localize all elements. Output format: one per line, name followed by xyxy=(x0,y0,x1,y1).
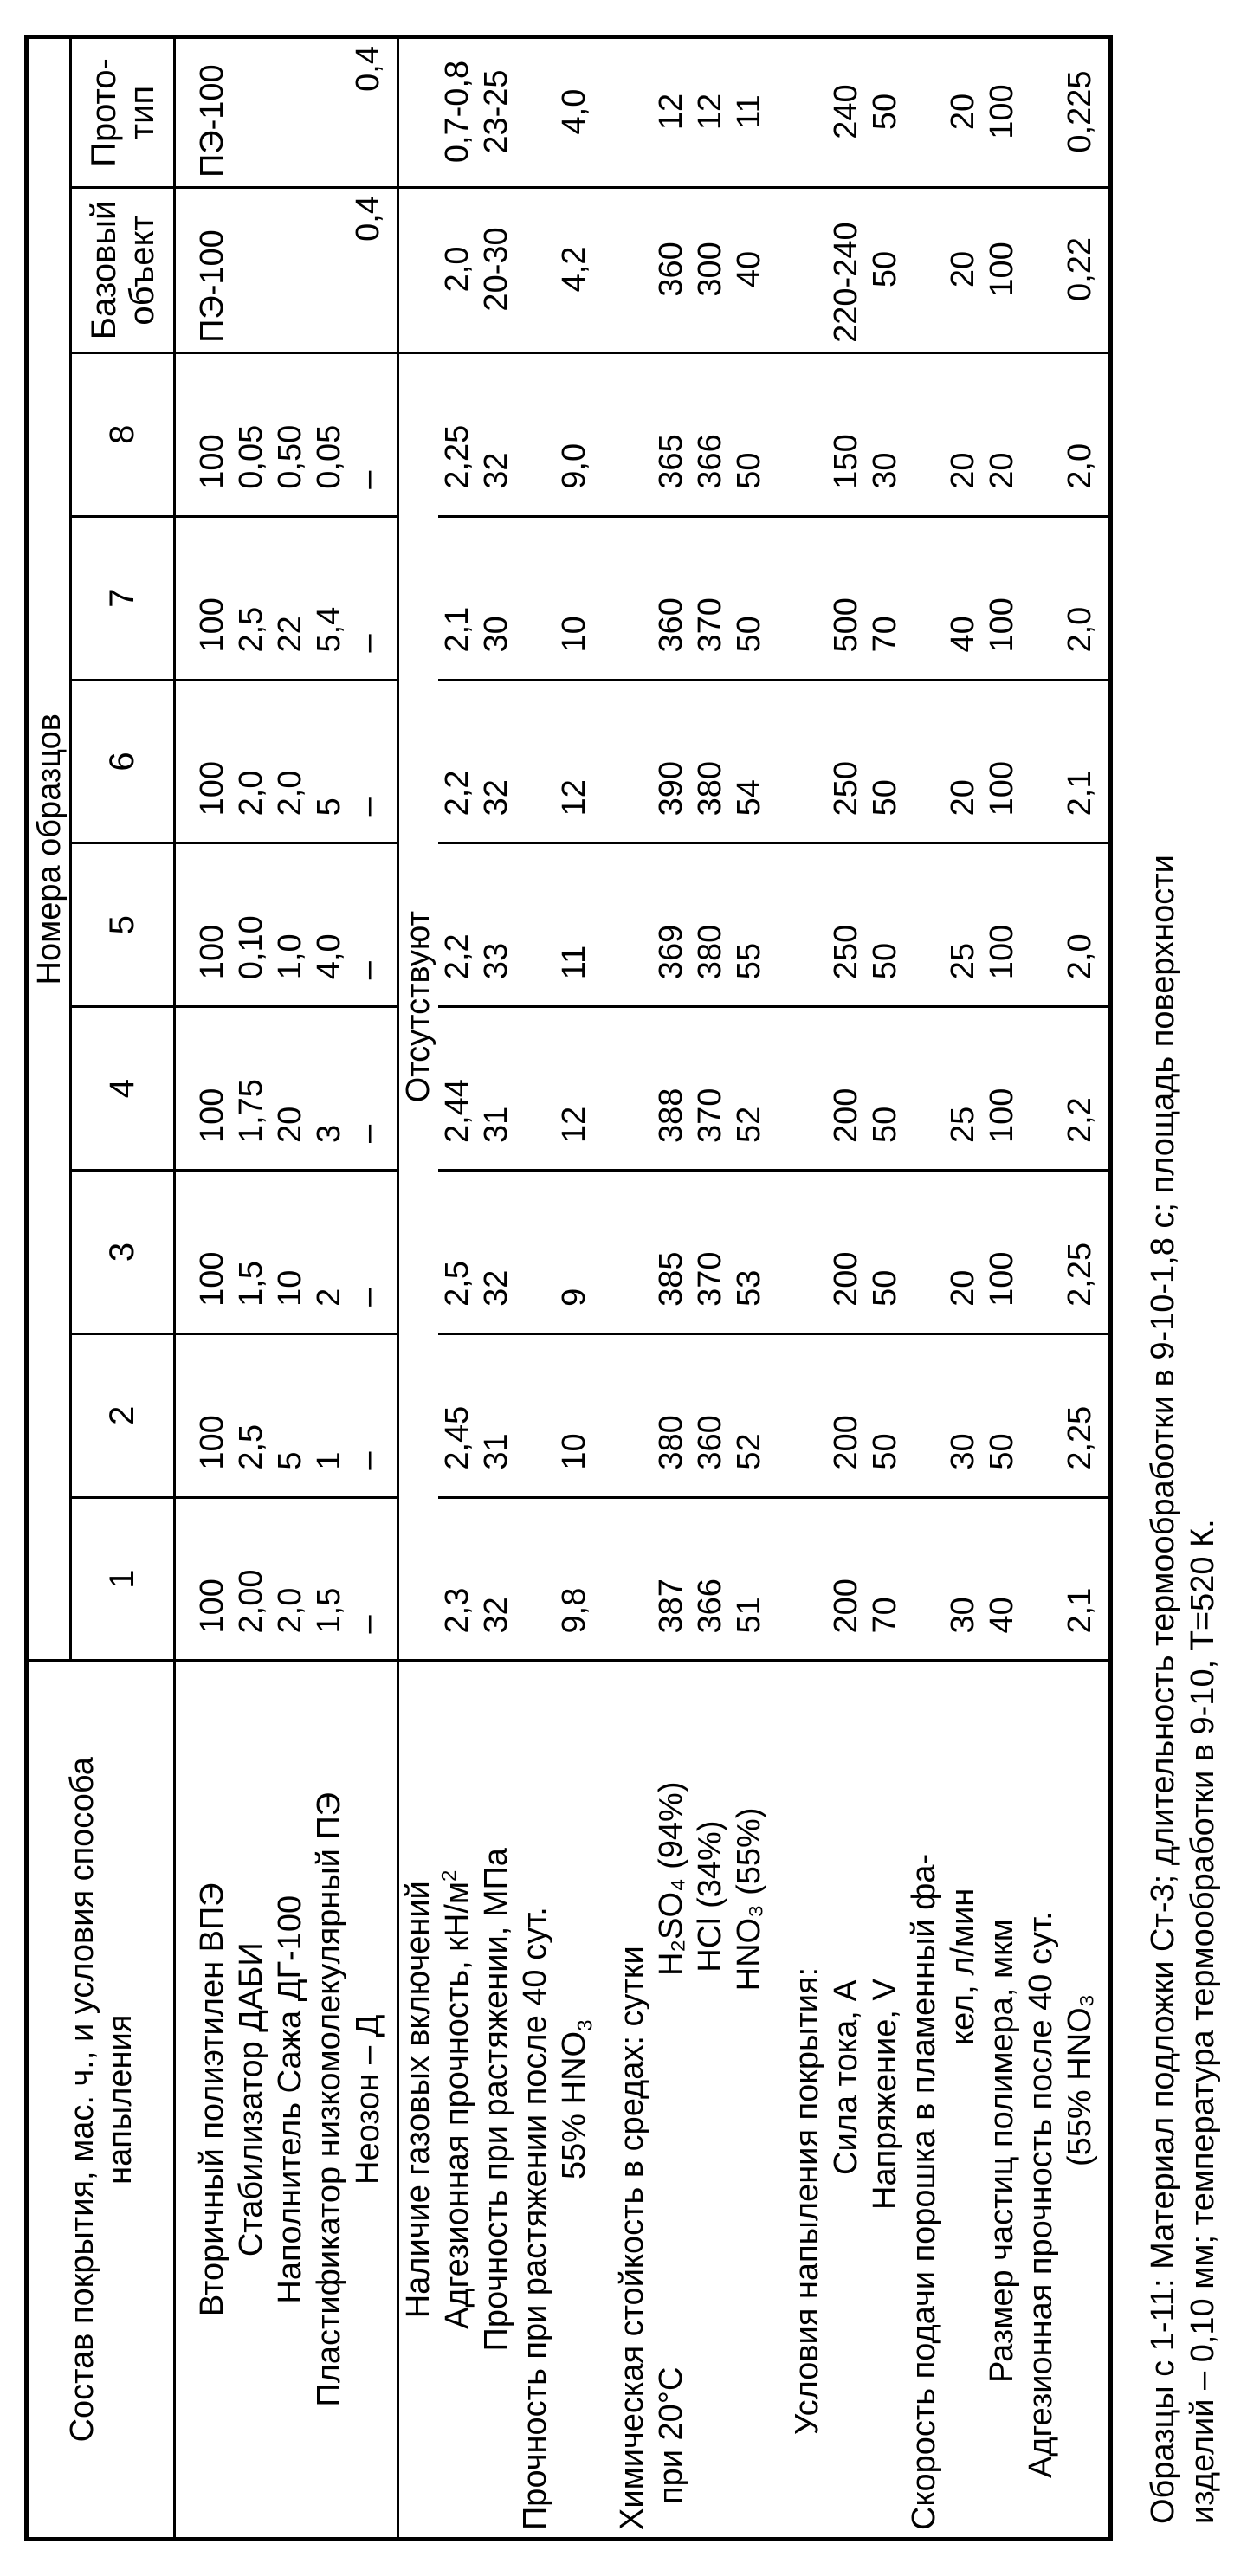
cell: 10 xyxy=(555,525,594,653)
col-header-4: 4 xyxy=(71,1007,175,1171)
gas-base xyxy=(398,188,439,353)
properties-col-5 xyxy=(438,843,1111,1007)
cell: 370 xyxy=(691,525,730,653)
cell: 10 xyxy=(271,1178,310,1307)
cell: 32 xyxy=(477,1178,516,1307)
cell: 2,44 xyxy=(438,1015,477,1143)
cell: 4,2 xyxy=(555,196,594,343)
cell: 1,0 xyxy=(271,851,310,979)
cell: 12 xyxy=(652,46,691,178)
cell: ПЭ-100 xyxy=(193,46,232,178)
cell: – xyxy=(349,525,388,653)
cell: 20 xyxy=(944,688,983,817)
label-tensile40-1: Прочность при растяжении после 40 сут. xyxy=(516,1669,555,2531)
cell: 2,0 xyxy=(271,1506,310,1634)
cell: 385 xyxy=(652,1178,691,1307)
cell: 5,4 xyxy=(310,525,349,653)
cell xyxy=(232,196,271,343)
cell: 200 xyxy=(827,1015,866,1143)
cell: 55 xyxy=(730,851,769,979)
composition-col-4 xyxy=(175,1007,398,1171)
cell: 2,0 xyxy=(1061,851,1100,979)
cell: – xyxy=(349,688,388,817)
cell: 12 xyxy=(555,688,594,817)
cell xyxy=(310,46,349,178)
cell: 50 xyxy=(866,1015,905,1143)
label-tensile: Прочность при растяжении, МПа xyxy=(477,1669,516,2531)
cell: 100 xyxy=(983,46,1022,178)
col-header-1: 1 xyxy=(71,1497,175,1661)
cell: – xyxy=(349,361,388,489)
composition-labels xyxy=(175,1661,398,2540)
cell: 100 xyxy=(193,361,232,489)
cell: 54 xyxy=(730,688,769,817)
cell: 370 xyxy=(691,1178,730,1307)
cell: 0,05 xyxy=(310,361,349,489)
label-adh40-2: (55% HNO₃ xyxy=(1061,1669,1100,2531)
cell: 2 xyxy=(310,1178,349,1307)
properties-col-2 xyxy=(438,1333,1111,1497)
cell: 50 xyxy=(866,1342,905,1470)
properties-row xyxy=(438,37,1111,2540)
label-h2so4: H₂SO₄ (94%) xyxy=(652,1782,691,1977)
cell: 50 xyxy=(866,851,905,979)
label-chem-2: при 20°С xyxy=(653,2367,689,2530)
cell: 20 xyxy=(944,361,983,489)
cell: 30 xyxy=(944,1506,983,1634)
label-soot: Наполнитель Сажа ДГ-100 xyxy=(271,1669,310,2531)
col-header-5: 5 xyxy=(71,843,175,1007)
cell: 0,4 xyxy=(349,196,388,343)
cell: 32 xyxy=(477,361,516,489)
group-header-cell xyxy=(27,37,71,1662)
cell: 20 xyxy=(944,196,983,343)
cell: 11 xyxy=(555,851,594,979)
cell: 5 xyxy=(310,688,349,817)
cell: 50 xyxy=(730,525,769,653)
cell: 22 xyxy=(271,525,310,653)
composition-col-6 xyxy=(175,680,398,843)
cell: 20-30 xyxy=(477,196,516,343)
col-header-8: 8 xyxy=(71,352,175,516)
cell: 100 xyxy=(193,1342,232,1470)
cell: 0,4 xyxy=(349,46,388,178)
label-feed-1: Скорость подачи порошка в пламенный фа- xyxy=(905,1669,944,2531)
cell: 30 xyxy=(944,1342,983,1470)
footnote xyxy=(1143,855,1223,2524)
cell: 200 xyxy=(827,1506,866,1634)
cell: 360 xyxy=(652,196,691,343)
col-header-base: Базовый объект xyxy=(71,188,175,353)
cell: 25 xyxy=(944,1015,983,1143)
absent-note: Отсутствуют xyxy=(400,911,436,1102)
corner-header-cell xyxy=(27,1661,175,2540)
col-header-proto: Прото-тип xyxy=(71,37,175,188)
cell: 100 xyxy=(193,1015,232,1143)
cell: 2,5 xyxy=(438,1178,477,1307)
composition-col-5 xyxy=(175,843,398,1007)
cell: 30 xyxy=(477,525,516,653)
cell: 20 xyxy=(271,1015,310,1143)
header-row-1 xyxy=(27,37,71,2540)
cell: 0,50 xyxy=(271,361,310,489)
cell: 51 xyxy=(730,1506,769,1634)
cell: 200 xyxy=(827,1178,866,1307)
composition-col-2 xyxy=(175,1333,398,1497)
cell: 50 xyxy=(983,1342,1022,1470)
cell: 369 xyxy=(652,851,691,979)
rotated-page xyxy=(0,0,1260,2576)
cell: 100 xyxy=(193,1506,232,1634)
cell: 100 xyxy=(193,851,232,979)
cell: 100 xyxy=(193,688,232,817)
label-adh-wrap xyxy=(438,1669,477,2531)
cell: 240 xyxy=(827,46,866,178)
properties-col-base xyxy=(438,188,1111,353)
properties-col-7 xyxy=(438,516,1111,680)
cell: 2,45 xyxy=(438,1342,477,1470)
cell: 2,25 xyxy=(438,361,477,489)
cell: 1,75 xyxy=(232,1015,271,1143)
composition-col-8 xyxy=(175,352,398,516)
cell: 2,2 xyxy=(1061,1015,1100,1143)
cell: 33 xyxy=(477,851,516,979)
cell: 50 xyxy=(866,1178,905,1307)
label-hcl: HCl (34%) xyxy=(691,1669,730,2531)
cell: 250 xyxy=(827,688,866,817)
cell: 100 xyxy=(983,851,1022,979)
cell: 70 xyxy=(866,525,905,653)
cell: 1,5 xyxy=(310,1506,349,1634)
cell: 365 xyxy=(652,361,691,489)
composition-col-7 xyxy=(175,516,398,680)
composition-col-proto xyxy=(175,37,398,188)
cell xyxy=(310,196,349,343)
cell: 3 xyxy=(310,1015,349,1143)
cell: 388 xyxy=(652,1015,691,1143)
cell: 100 xyxy=(983,196,1022,343)
cell: 53 xyxy=(730,1178,769,1307)
label-hno3: HNO₃ (55%) xyxy=(730,1669,769,2531)
label-gas: Наличие газовых включений xyxy=(399,1669,438,2531)
cell: 100 xyxy=(983,1015,1022,1143)
composition-col-1 xyxy=(175,1497,398,1661)
properties-col-6 xyxy=(438,680,1111,843)
cell: 50 xyxy=(866,46,905,178)
cell: – xyxy=(349,1342,388,1470)
cell: 12 xyxy=(555,1015,594,1143)
cell: – xyxy=(349,1015,388,1143)
group-header: Номера образцов xyxy=(31,713,68,985)
label-particle: Размер частиц полимера, мкм xyxy=(983,1669,1022,2531)
cell: 23-25 xyxy=(477,46,516,178)
cell: – xyxy=(349,1506,388,1634)
label-adh-sup: 2 xyxy=(438,1870,461,1882)
label-plast: Пластификатор низкомолекулярный ПЭ xyxy=(310,1669,349,2531)
cell: 32 xyxy=(477,1506,516,1634)
cell: 2,0 xyxy=(1061,525,1100,653)
cell: 380 xyxy=(652,1342,691,1470)
cell: 2,3 xyxy=(438,1506,477,1634)
cell: 387 xyxy=(652,1506,691,1634)
cell: 366 xyxy=(691,1506,730,1634)
cell: 100 xyxy=(983,525,1022,653)
cell: 100 xyxy=(193,1178,232,1307)
cell: ПЭ-100 xyxy=(193,196,232,343)
cell: 11 xyxy=(730,46,769,178)
gas-row xyxy=(398,37,439,2540)
cell: 2,0 xyxy=(1061,361,1100,489)
cell: 2,0 xyxy=(271,688,310,817)
cell: 100 xyxy=(983,688,1022,817)
cell xyxy=(271,46,310,178)
cell: 2,1 xyxy=(438,525,477,653)
cell xyxy=(232,46,271,178)
cell: 2,2 xyxy=(438,688,477,817)
cell: 9,8 xyxy=(555,1506,594,1634)
cell: 0,225 xyxy=(1061,46,1100,178)
properties-col-1 xyxy=(438,1497,1111,1661)
cell: 70 xyxy=(866,1506,905,1634)
col-header-6: 6 xyxy=(71,680,175,843)
cell: 370 xyxy=(691,1015,730,1143)
cell: 360 xyxy=(652,525,691,653)
cell: 1,5 xyxy=(232,1178,271,1307)
cell: 0,05 xyxy=(232,361,271,489)
cell: 366 xyxy=(691,361,730,489)
cell: 380 xyxy=(691,688,730,817)
cell: – xyxy=(349,1178,388,1307)
properties-labels xyxy=(438,1661,1111,2540)
cell: 2,25 xyxy=(1061,1342,1100,1470)
cell: 5 xyxy=(271,1342,310,1470)
label-gas-cell xyxy=(398,1661,439,2540)
cell: 50 xyxy=(866,688,905,817)
properties-col-3 xyxy=(438,1171,1111,1334)
cell: 220-240 xyxy=(827,196,866,343)
cell: 100 xyxy=(983,1178,1022,1307)
col-header-3: 3 xyxy=(71,1171,175,1334)
cell: 2,0 xyxy=(438,196,477,343)
cell: 9,0 xyxy=(555,361,594,489)
label-chem-1: Химическая стойкость в средах: сутки xyxy=(613,1669,652,2531)
cell: 0,7-0,8 xyxy=(438,46,477,178)
label-voltage: Напряжение, V xyxy=(866,1669,905,2531)
cell: 150 xyxy=(827,361,866,489)
cell: 52 xyxy=(730,1342,769,1470)
col-header-7: 7 xyxy=(71,516,175,680)
composition-row xyxy=(175,37,398,2540)
label-spray: Условия напыления покрытия: xyxy=(788,1669,827,2531)
cell: 4,0 xyxy=(555,46,594,178)
footnote-line-2: изделий – 0,10 мм; температура термообработки в 9-10, Т=520 К. xyxy=(1183,855,1223,2524)
cell: 2,5 xyxy=(232,1342,271,1470)
cell: 200 xyxy=(827,1342,866,1470)
cell: 50 xyxy=(730,361,769,489)
cell: 360 xyxy=(691,1342,730,1470)
footnote-line-1: Образцы с 1-11: Материал подложки Ст-3; длительность термообработки в 9-10-1,8 с; площадь поверхности xyxy=(1143,855,1183,2524)
cell: 20 xyxy=(944,46,983,178)
cell: 30 xyxy=(866,361,905,489)
cell: 390 xyxy=(652,688,691,817)
cell xyxy=(271,196,310,343)
col-header-2: 2 xyxy=(71,1333,175,1497)
cell: 500 xyxy=(827,525,866,653)
label-neozon: Неозон – Д xyxy=(349,1669,388,2531)
label-tensile40-2: 55% HNO xyxy=(556,2031,592,2179)
label-chem-2-wrap xyxy=(652,1669,691,2531)
cell: 0,10 xyxy=(232,851,271,979)
cell: 100 xyxy=(193,525,232,653)
cell: 32 xyxy=(477,688,516,817)
cell: 9 xyxy=(555,1178,594,1307)
label-dabi: Стабилизатор ДАБИ xyxy=(232,1669,271,2531)
cell: 31 xyxy=(477,1342,516,1470)
cell: 2,2 xyxy=(438,851,477,979)
label-adh: Адгезионная прочность, кН/м xyxy=(439,1882,475,2329)
cell: 2,25 xyxy=(1061,1178,1100,1307)
label-vpe: Вторичный полиэтилен ВПЭ xyxy=(193,1669,232,2531)
cell: 31 xyxy=(477,1015,516,1143)
cell: 2,5 xyxy=(232,525,271,653)
gas-proto xyxy=(398,37,439,188)
cell: 50 xyxy=(866,196,905,343)
cell: 25 xyxy=(944,851,983,979)
absent-cell xyxy=(398,352,439,1661)
cell: 2,1 xyxy=(1061,688,1100,817)
cell: 40 xyxy=(944,525,983,653)
cell: 380 xyxy=(691,851,730,979)
cell: 40 xyxy=(983,1506,1022,1634)
properties-table xyxy=(24,35,1113,2541)
cell: 250 xyxy=(827,851,866,979)
corner-header: Состав покрытия, мас. ч., и условия способа напыления xyxy=(64,1757,139,2442)
label-feed-2: кел, л/мин xyxy=(944,1669,983,2531)
label-tensile40-2-sub: 3 xyxy=(574,2020,598,2031)
cell: 1 xyxy=(310,1342,349,1470)
cell: – xyxy=(349,851,388,979)
cell: 20 xyxy=(944,1178,983,1307)
cell: 0,22 xyxy=(1061,196,1100,343)
properties-col-proto xyxy=(438,37,1111,188)
label-current: Сила тока, А xyxy=(827,1669,866,2531)
cell: 10 xyxy=(555,1342,594,1470)
cell: 20 xyxy=(983,361,1022,489)
cell: 2,1 xyxy=(1061,1506,1100,1634)
label-tensile40-2-wrap xyxy=(555,1669,594,2531)
composition-col-3 xyxy=(175,1171,398,1334)
cell: 40 xyxy=(730,196,769,343)
cell: 2,0 xyxy=(232,688,271,817)
composition-col-base xyxy=(175,188,398,353)
label-adh40-1: Адгезионная прочность после 40 сут. xyxy=(1022,1669,1061,2531)
properties-col-4 xyxy=(438,1007,1111,1171)
cell: 4,0 xyxy=(310,851,349,979)
cell: 12 xyxy=(691,46,730,178)
properties-col-8 xyxy=(438,352,1111,516)
cell: 300 xyxy=(691,196,730,343)
cell: 52 xyxy=(730,1015,769,1143)
cell: 2,00 xyxy=(232,1506,271,1634)
